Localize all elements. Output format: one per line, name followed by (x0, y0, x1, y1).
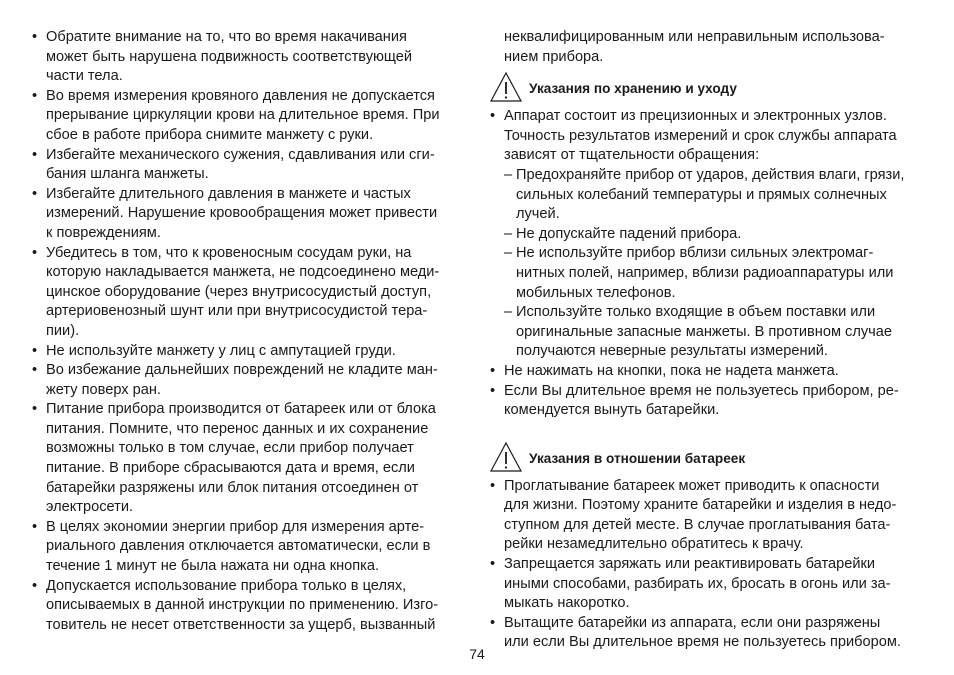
text-line: иными способами, разбирать их, бросать в огонь или за- (504, 575, 891, 592)
text-line: питание. В приборе сбрасываются дата и время, если (46, 460, 415, 477)
warning-triangle-icon (489, 441, 523, 473)
page-number: 74 (469, 646, 485, 662)
list-item (489, 107, 929, 166)
text-line: к повреждениям. (46, 224, 161, 241)
text-line: течение 1 минут не была нажата ни одна кнопка. (46, 558, 380, 575)
text-line: цинское оборудование (через внутрисосудистый доступ, (46, 283, 432, 300)
list-item (31, 146, 471, 185)
text-line: пии). (46, 322, 80, 339)
text-line: неквалифицированным или неправильным использова- (504, 29, 885, 45)
list-item (31, 577, 471, 636)
text-line: сбое в работе прибора снимите манжету с руки. (46, 126, 374, 143)
text-line: – Предохраняйте прибор от ударов, действия влаги, грязи, (516, 166, 905, 183)
list-item (31, 342, 471, 362)
text-line: – Не допускайте падений прибора. (516, 225, 742, 242)
text-line: – Не используйте прибор вблизи сильных электромаг- (516, 245, 874, 262)
storage-heading-text: Указания по хранению и уходу (529, 81, 737, 97)
right-column (489, 28, 929, 653)
text-line: • Если Вы длительное время не пользуетесь прибором, ре- (504, 382, 899, 399)
text-line: части тела. (46, 68, 123, 85)
battery-list (489, 477, 929, 653)
sub-list-item (489, 303, 929, 362)
text-line: прерывание циркуляции крови на длительное время. При (46, 107, 440, 124)
text-line: • Обратите внимание на то, что во время накачивания (46, 29, 407, 45)
text-line: • Проглатывание батареек может приводить к опасности (504, 477, 880, 494)
list-item (489, 477, 929, 555)
left-column (31, 28, 471, 635)
text-line: Точность результатов измерений и срок службы аппарата (504, 127, 897, 144)
text-line: • Избегайте механического сужения, сдавливания или сги- (46, 146, 435, 163)
text-line: ступном для детей месте. В случае проглатывания бата- (504, 516, 891, 533)
list-item (489, 555, 929, 614)
list-item (31, 87, 471, 146)
text-line: батарейки разряжены или блок питания отсоединен от (46, 479, 419, 496)
list-item (31, 28, 471, 87)
text-line: для жизни. Поэтому храните батарейки и изделия в недо- (504, 497, 897, 514)
text-line: сильных колебаний температуры и прямых солнечных (516, 186, 887, 203)
text-line: может быть нарушена подвижность соответствующей (46, 48, 413, 65)
text-line: или если Вы длительное время не пользуетесь прибором. (504, 634, 901, 651)
text-line: нием прибора. (504, 48, 604, 65)
text-line: жету поверх ран. (46, 381, 161, 398)
text-line: товитель не несет ответственности за ущерб, вызванный (46, 616, 436, 633)
text-line: измерений. Нарушение кровообращения может привести (46, 205, 438, 222)
text-line: • Не нажимать на кнопки, пока не надета манжета. (504, 362, 839, 379)
text-line: • Убедитесь в том, что к кровеносным сосудам руки, на (46, 244, 412, 261)
list-item (31, 518, 471, 577)
storage-list (489, 107, 929, 421)
text-line: • Вытащите батарейки из аппарата, если они разряжены (504, 614, 881, 631)
list-item (489, 382, 929, 421)
text-line: мобильных телефонов. (516, 284, 676, 301)
sub-list-item (489, 225, 929, 245)
text-line: • В целях экономии энергии прибор для измерения арте- (46, 518, 425, 535)
text-line: оригинальные запасные манжеты. В противном случае (516, 323, 893, 340)
text-line: риального давления отключается автоматически, если в (46, 538, 431, 555)
text-line: артериовенозный шунт или при внутрисосудистой тера- (46, 303, 428, 320)
text-line: нитных полей, например, вблизи радиоаппаратуры или (516, 264, 894, 281)
text-line: • Во избежание дальнейших повреждений не кладите ман- (46, 362, 438, 379)
text-line: • Во время измерения кровяного давления не допускается (46, 87, 435, 104)
text-line: • Избегайте длительного давления в манжете и частых (46, 185, 411, 202)
text-line: комендуется вынуть батарейки. (504, 402, 720, 419)
text-line: бания шланга манжеты. (46, 166, 209, 183)
text-line: зависят от тщательности обращения: (504, 147, 760, 164)
warning-triangle-icon (489, 71, 523, 103)
text-line: возможны только в том случае, если прибор получает (46, 440, 414, 457)
text-line: которую накладывается манжета, не подсоединено меди- (46, 264, 440, 281)
text-line: • Не используйте манжету у лиц с ампутацией груди. (46, 342, 396, 359)
text-line: рейки незамедлительно обратитесь к врачу. (504, 536, 804, 553)
text-line: получаются неверные результаты измерений. (516, 343, 828, 360)
left-bullet-list (31, 28, 471, 635)
list-item (489, 362, 929, 382)
continued-paragraph (489, 28, 929, 67)
text-line: электросети. (46, 499, 134, 516)
battery-section-heading (489, 441, 929, 475)
list-item (31, 244, 471, 342)
list-item (31, 400, 471, 518)
text-line: • Допускается использование прибора только в целях, (46, 577, 407, 594)
sub-list-item (489, 244, 929, 303)
text-line: • Аппарат состоит из прецизионных и электронных узлов. (504, 108, 887, 125)
list-item (31, 361, 471, 400)
text-line: • Питание прибора производится от батареек или от блока (46, 401, 436, 418)
list-item (31, 185, 471, 244)
text-line: • Запрещается заряжать или реактивировать батарейки (504, 556, 876, 573)
text-line: питания. Помните, что перенос данных и их сохранение (46, 420, 429, 437)
storage-section-heading (489, 71, 929, 105)
text-line: – Используйте только входящие в объем поставки или (516, 304, 876, 321)
battery-heading-text: Указания в отношении батареек (529, 450, 746, 466)
sub-list-item (489, 166, 929, 225)
text-line: описываемых в данной инструкции по применению. Изго- (46, 597, 439, 614)
text-line: лучей. (516, 206, 560, 223)
text-line: мыкать накоротко. (504, 595, 630, 612)
